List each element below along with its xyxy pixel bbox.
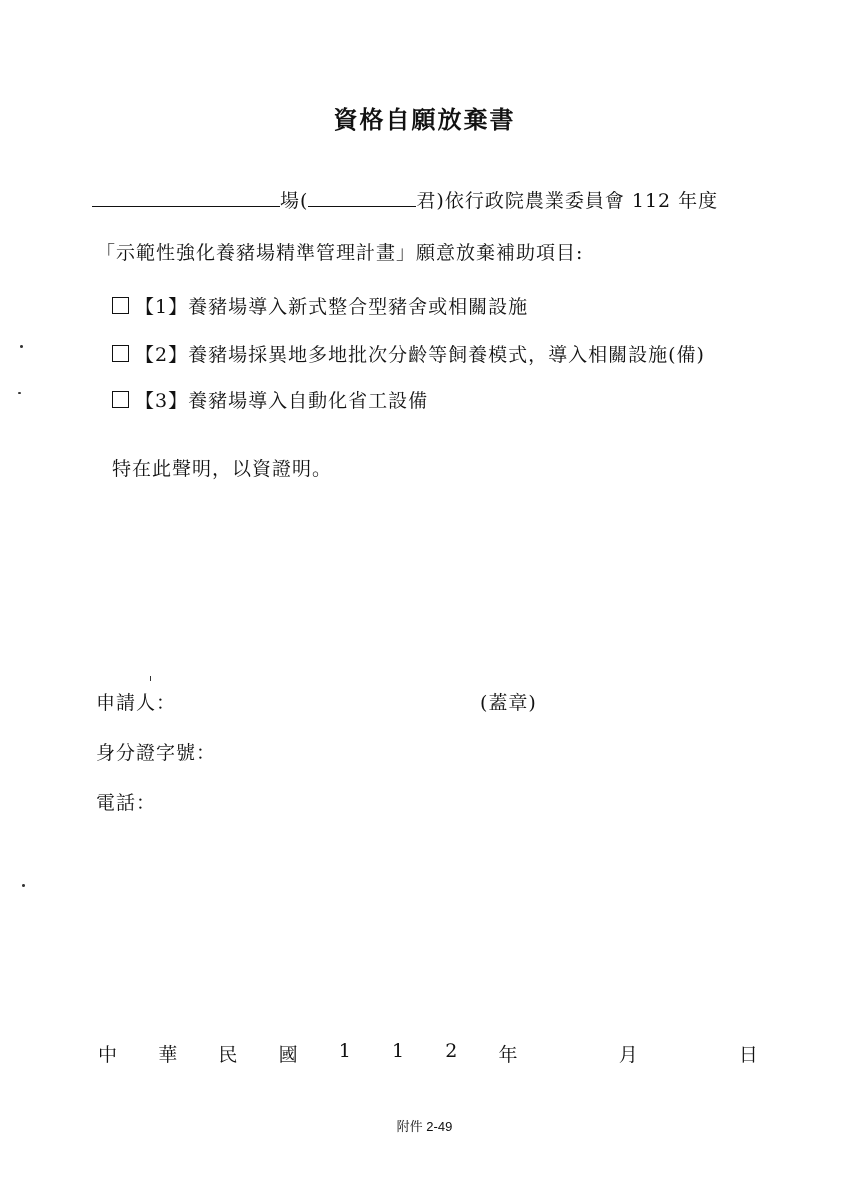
date-part: 日 (738, 1044, 758, 1066)
scan-speck (20, 345, 23, 348)
document-title: 資格自願放棄書 (333, 105, 516, 134)
date-row (98, 1040, 758, 1067)
page-footer: 附件 2-49 (396, 1119, 453, 1134)
scan-speck (18, 392, 21, 394)
item-3 (112, 386, 428, 413)
date-part: 月 (618, 1044, 638, 1066)
person-name-blank[interactable] (308, 188, 416, 207)
scan-speck (22, 884, 25, 887)
farm-suffix-text: 場( (280, 190, 309, 212)
applicant-label: 申請人： (96, 692, 177, 714)
date-part: 1 (338, 1040, 351, 1062)
date-part: 中 (98, 1044, 118, 1066)
item-2 (112, 340, 705, 367)
seal-label: (蓋章) (480, 692, 537, 714)
item-2-checkbox[interactable] (112, 345, 129, 362)
phone-label: 電話： (96, 792, 157, 814)
id-number-label: 身分證字號： (96, 742, 217, 764)
date-part: 2 (445, 1040, 458, 1062)
date-part: 國 (278, 1044, 298, 1066)
item-1-checkbox[interactable] (112, 297, 129, 314)
person-suffix-text: 君)依行政院農業委員會 112 年度 (416, 190, 719, 212)
date-part: 1 (392, 1040, 405, 1062)
item-1-label: 【1】養豬場導入新式整合型豬舍或相關設施 (135, 296, 529, 318)
date-part: 民 (218, 1044, 238, 1066)
date-part: 年 (498, 1044, 518, 1066)
intro-line-2: 「示範性強化養豬場精準管理計畫」願意放棄補助項目: (96, 242, 584, 264)
declaration: 特在此聲明，以資證明。 (112, 458, 333, 480)
item-3-label: 【3】養豬場導入自動化省工設備 (135, 390, 429, 412)
scan-speck (150, 676, 151, 681)
intro-line-1 (92, 186, 718, 213)
item-2-label: 【2】養豬場採異地多地批次分齡等飼養模式，導入相關設施(備) (135, 344, 705, 366)
item-3-checkbox[interactable] (112, 391, 129, 408)
farm-name-blank[interactable] (92, 188, 280, 207)
item-1 (112, 292, 528, 319)
date-part: 華 (158, 1044, 178, 1066)
